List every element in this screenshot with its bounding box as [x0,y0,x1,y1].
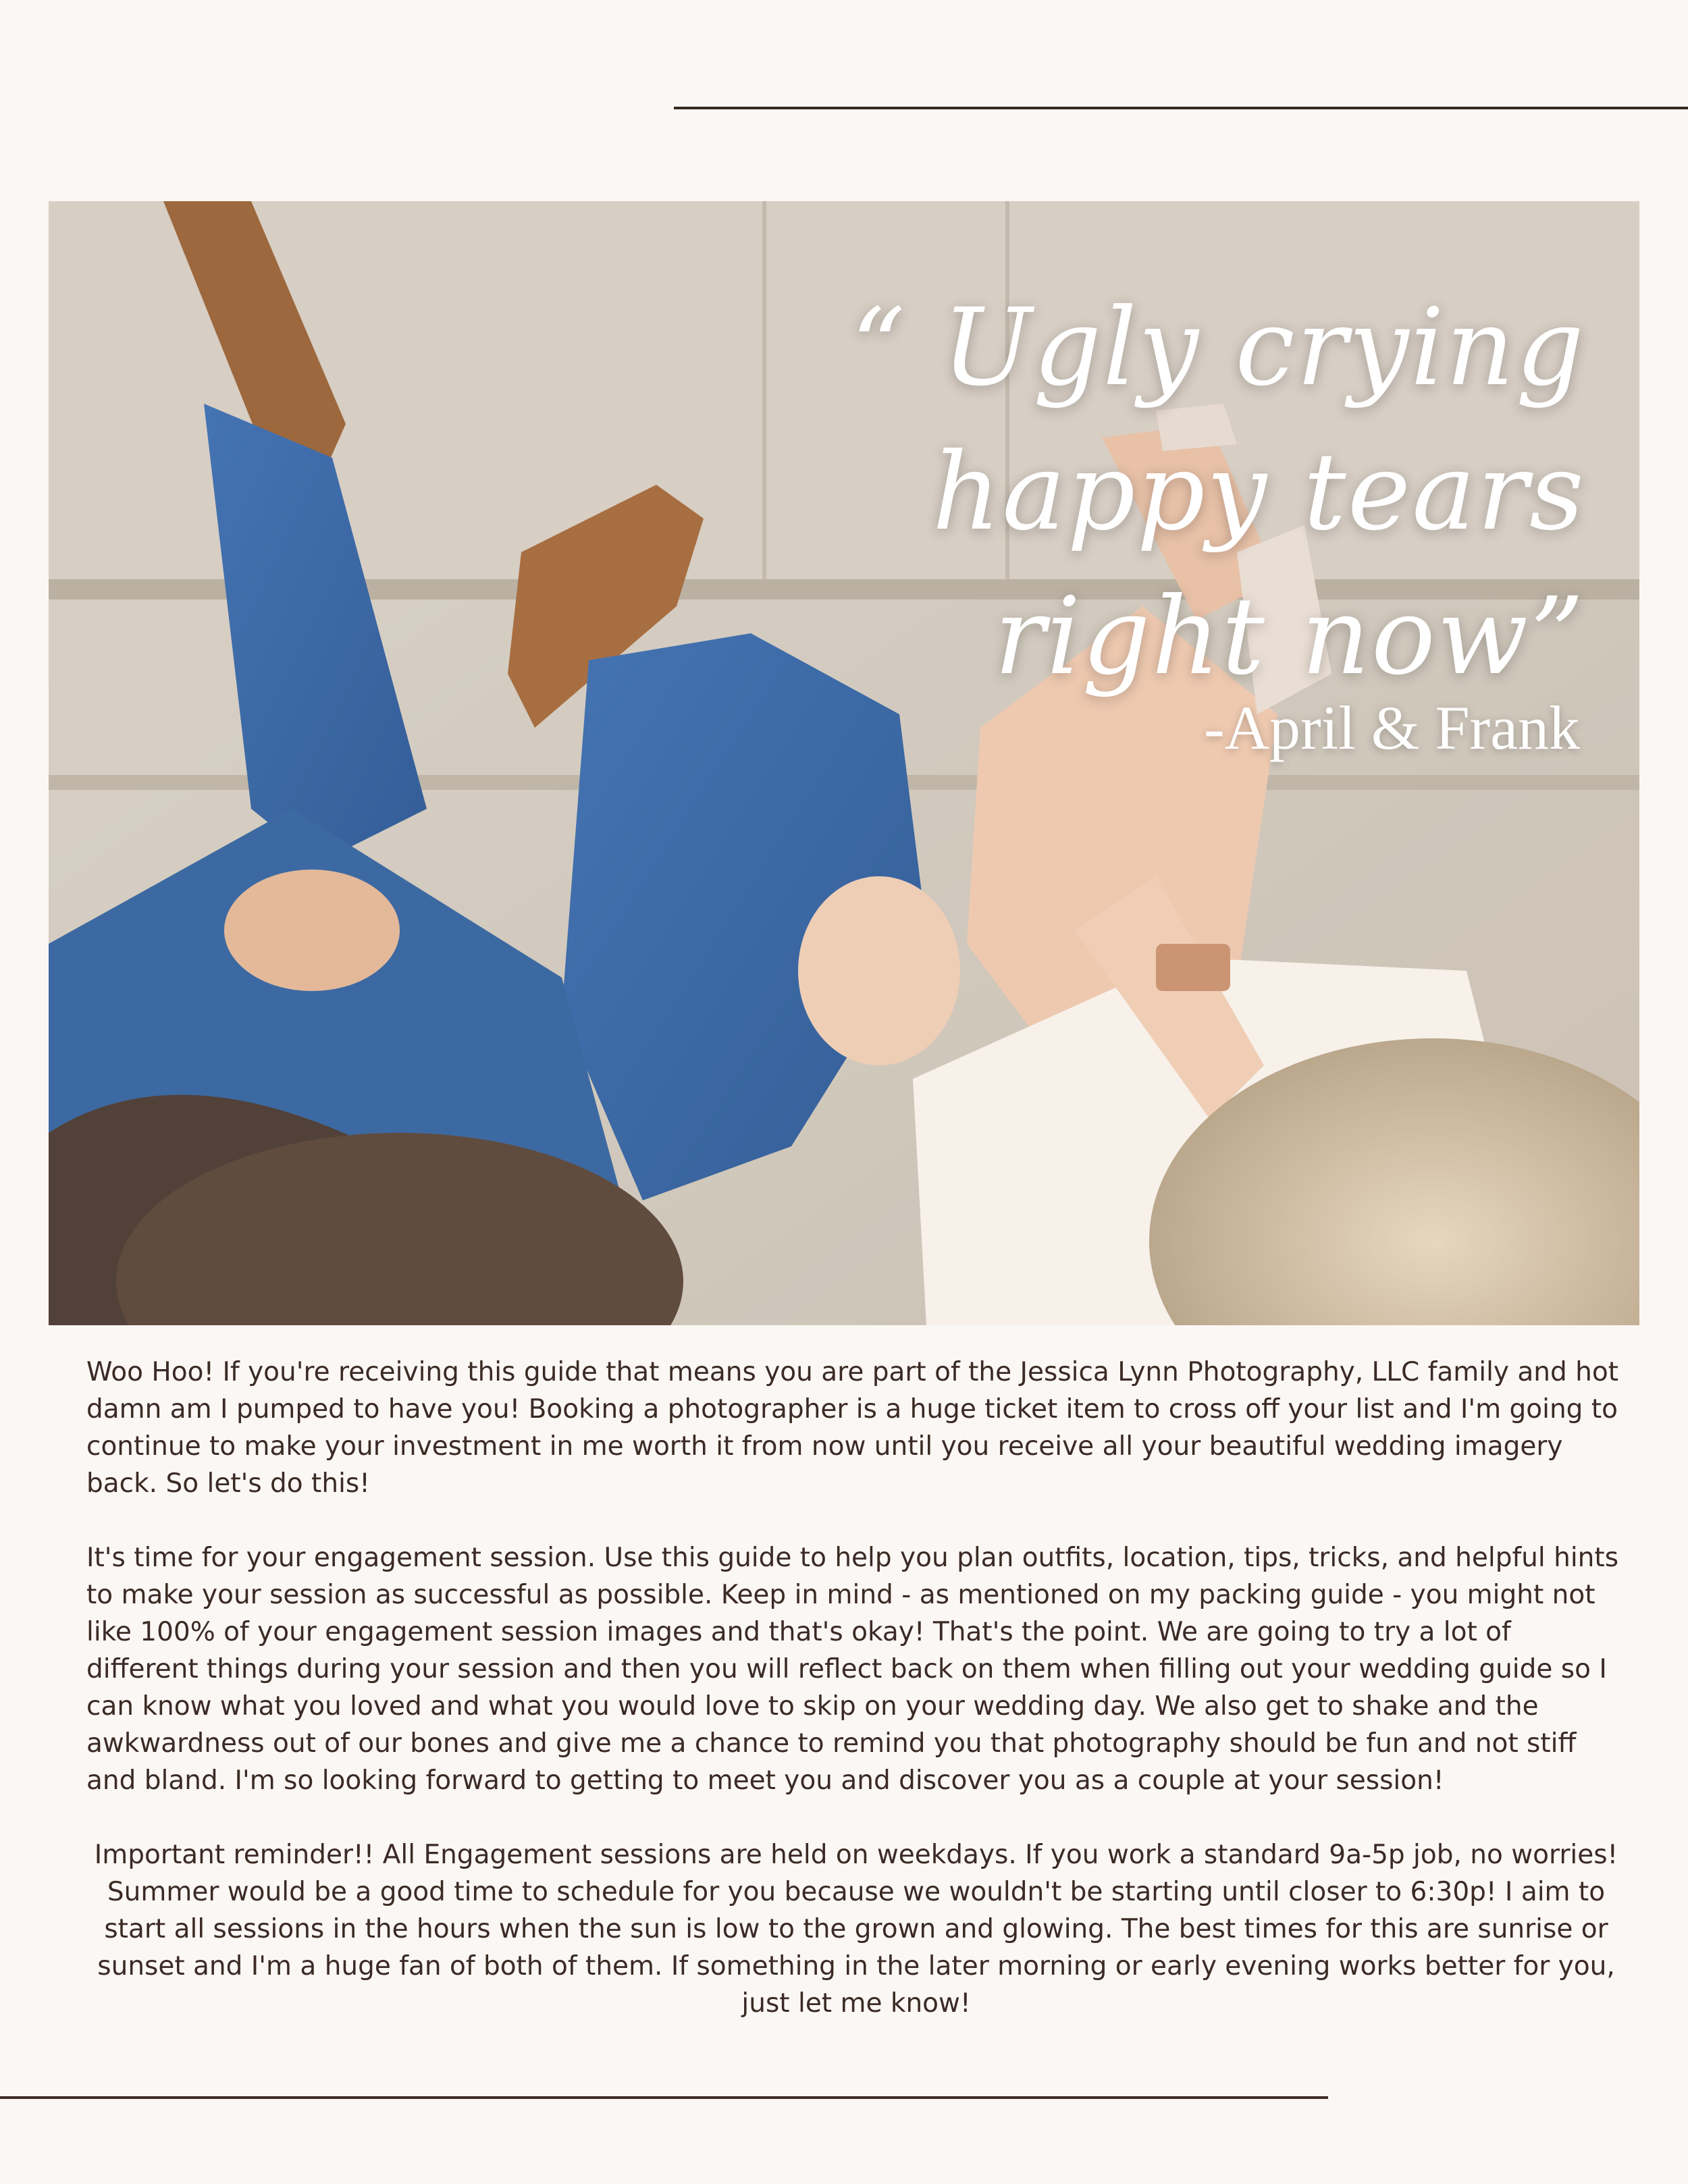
engagement-paragraph: It's time for your engagement session. Use this guide to help you plan outfits, location, tips, tricks, and helpful hints to make your session as successful as possible. Keep in mind - as mentioned on my packing guide - you might not like 100% of your engagement session images and that's okay! That's the point. We are going to try a lot of different things during your session and then you will reflect back on them when filling out your wedding guide so I can know what you loved and what you would love to skip on your wedding day. We also get to shake and the awkwardness out of our bones and give me a chance to remind you that photography should be fun and not stiff and bland. I'm so looking forward to getting to meet you and discover you as a couple at your session! [86,1543,1619,1796]
testimonial-quote: “ Ugly crying happy tears right now” [850,286,1585,699]
couple-photo [49,201,1639,1325]
guide-intro-text [86,1354,1626,2022]
bottom-divider [0,2096,1328,2099]
top-divider [674,107,1688,109]
testimonial-attribution: -April & Frank [1203,693,1580,762]
intro-paragraph: Woo Hoo! If you're receiving this guide that means you are part of the Jessica Lynn Photography, LLC family and hot damn am I pumped to have you! Booking a photographer is a huge ticket item to cross off your list and I'm going to continue to make your investment in me worth it from now until you receive all your beautiful wedding imagery back. So let's do this! [86,1357,1619,1499]
important-reminder: Important reminder!! All Engagement sessions are held on weekdays. If you work a standard 9a-5p job, no worries! Summer would be a good time to schedule for you because we wouldn't be starting until closer to 6:30p! I aim to start all sessions in the hours when the sun is low to the grown and glowing. The best times for this are sunrise or sunset and I'm a huge fan of both of them. If something in the later morning or early evening works better for you, just let me know! [94,1840,1618,2019]
